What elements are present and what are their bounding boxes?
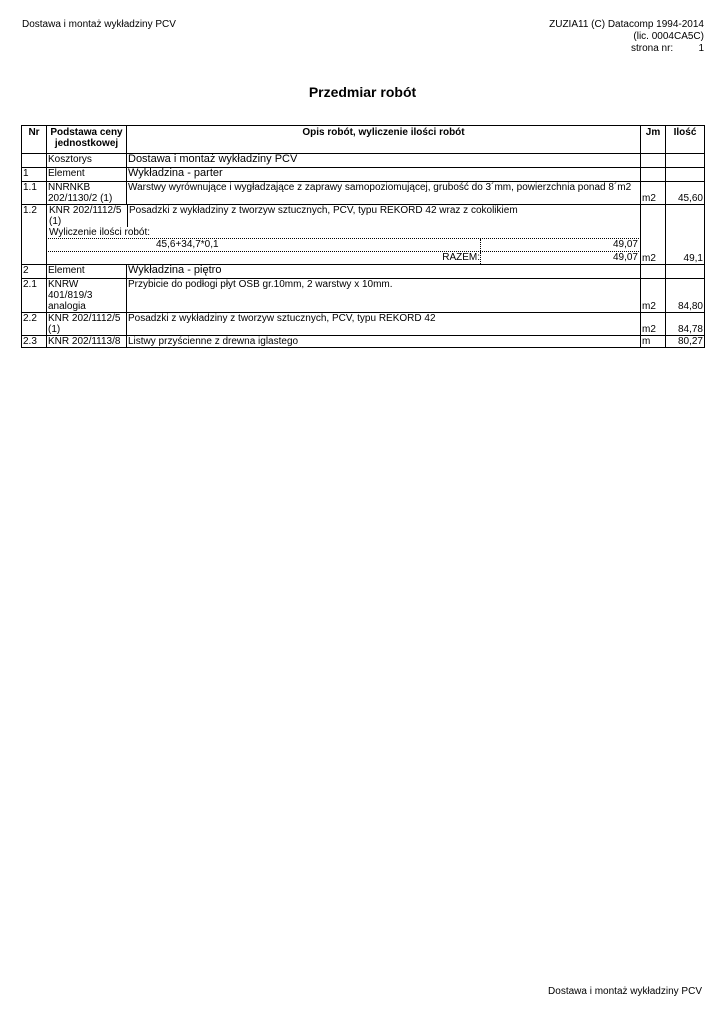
- cell-desc: Posadzki z wykładziny z tworzyw sztucznych, PCV, typu REKORD 42 wraz z cokolikiem: [129, 205, 518, 216]
- cell-qty: 80,27: [666, 336, 705, 348]
- cell-basis: KNRW 401/819/3 analogia: [47, 279, 127, 313]
- col-header-desc: Opis robót, wyliczenie ilości robót: [127, 126, 641, 154]
- razem-value: 49,07: [612, 252, 638, 263]
- header-page-row: [549, 43, 704, 55]
- header-document-title: Dostawa i montaż wykładziny PCV: [22, 19, 176, 30]
- cell-desc: Warstwy wyrównujące i wygładzające z zaprawy samopoziomującej, grubość do 3´mm, powierzchnia ponad 8´m2: [127, 182, 641, 205]
- cell-desc: Wykładzina - parter: [127, 168, 641, 182]
- calc-value: 49,07: [612, 239, 638, 250]
- calc-label: Wyliczenie ilości robót:: [48, 227, 639, 239]
- przedmiar-table: [21, 125, 705, 348]
- cell-qty: 49,1: [666, 205, 705, 265]
- cell-nr: 1.2: [22, 205, 47, 265]
- cell-basis: KNR 202/1112/5 (1): [47, 313, 127, 336]
- header-page-label: strona nr:: [630, 43, 674, 54]
- element-row: [22, 168, 705, 182]
- cell-qty: [666, 265, 705, 279]
- cell-desc: Przybicie do podłogi płyt OSB gr.10mm, 2 warstwy x 10mm.: [127, 279, 641, 313]
- table-row: [22, 279, 705, 313]
- cell-basis: Element: [47, 265, 127, 279]
- col-header-nr: Nr: [22, 126, 47, 154]
- cell-qty: 45,60: [666, 182, 705, 205]
- cell-unit: m2: [641, 313, 666, 336]
- table-row: [22, 205, 705, 265]
- element-row: [22, 265, 705, 279]
- cell-nr: 2.2: [22, 313, 47, 336]
- razem-label: RAZEM:: [48, 252, 481, 264]
- kosztorys-row: [22, 154, 705, 168]
- cell-basis: KNR 202/1113/8: [47, 336, 127, 348]
- cell-nr: 2: [22, 265, 47, 279]
- cell-qty: 84,78: [666, 313, 705, 336]
- header-page-number: 1: [698, 43, 704, 54]
- cell-unit: [641, 168, 666, 182]
- calc-line: [48, 239, 639, 252]
- cell-desc: Posadzki z wykładziny z tworzyw sztucznych, PCV, typu REKORD 42: [127, 313, 641, 336]
- table-row: [22, 336, 705, 348]
- table-row: [22, 313, 705, 336]
- cell-desc: Listwy przyścienne z drewna iglastego: [127, 336, 641, 348]
- header-license: (lic. 0004CA5C): [633, 31, 704, 42]
- table-header-row: [22, 126, 705, 154]
- cell-basis-desc-calc: [47, 205, 641, 265]
- cell-unit: m2: [641, 279, 666, 313]
- cell-nr: 2.1: [22, 279, 47, 313]
- cell-unit: [641, 154, 666, 168]
- calc-expression: 45,6+34,7*0,1: [48, 239, 481, 251]
- col-header-qty: Ilość: [666, 126, 705, 154]
- cell-basis: NNRNKB 202/1130/2 (1): [47, 182, 127, 205]
- footer-document-title: Dostawa i montaż wykładziny PCV: [548, 986, 702, 997]
- cell-qty: [666, 154, 705, 168]
- cell-unit: m2: [641, 182, 666, 205]
- cell-qty: [666, 168, 705, 182]
- cell-nr: 1.1: [22, 182, 47, 205]
- cell-basis: Kosztorys: [47, 154, 127, 168]
- page-title: Przedmiar robót: [308, 84, 417, 100]
- cell-unit: m: [641, 336, 666, 348]
- col-header-unit: Jm: [641, 126, 666, 154]
- razem-line: [48, 252, 639, 264]
- header-program-info: [549, 19, 704, 55]
- cell-nr: 2.3: [22, 336, 47, 348]
- cell-desc: Dostawa i montaż wykładziny PCV: [127, 154, 641, 168]
- cell-basis: Element: [47, 168, 127, 182]
- col-header-basis: Podstawa ceny jednostkowej: [47, 126, 127, 154]
- cell-nr: 1: [22, 168, 47, 182]
- cell-desc: Wykładzina - piętro: [127, 265, 641, 279]
- cell-nr: [22, 154, 47, 168]
- cell-unit: m2: [641, 205, 666, 265]
- cell-unit: [641, 265, 666, 279]
- cell-qty: 84,80: [666, 279, 705, 313]
- header-program-name: ZUZIA11 (C) Datacomp 1994-2014: [549, 19, 704, 30]
- cell-basis: KNR 202/1112/5 (1): [48, 205, 128, 227]
- table-row: [22, 182, 705, 205]
